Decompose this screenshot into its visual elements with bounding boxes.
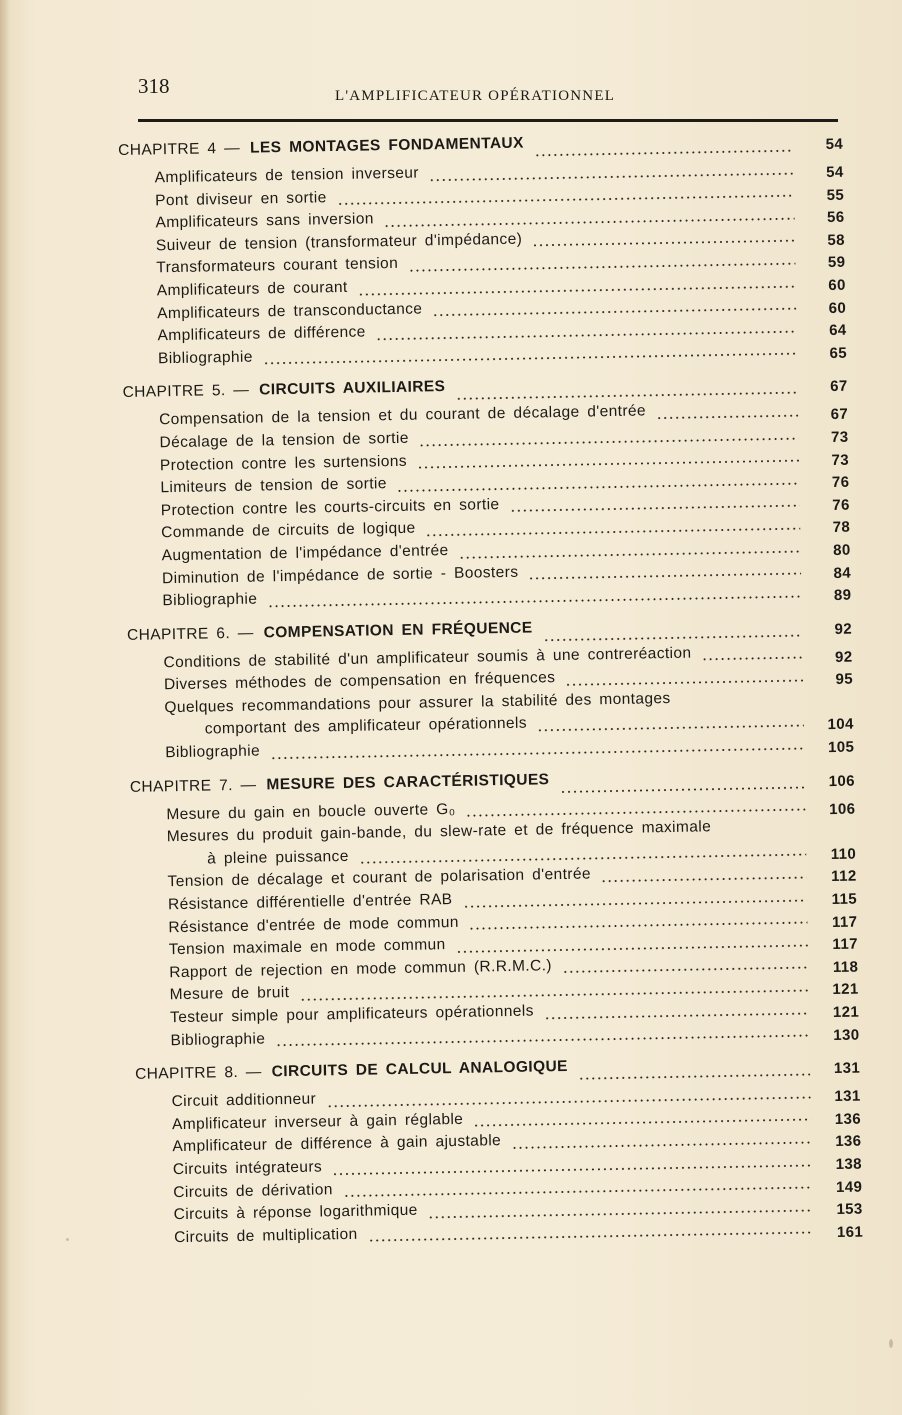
toc-entry-title: Amplificateur inverseur à gain réglable <box>171 1110 464 1133</box>
chapter-label: CHAPITRE 4 — <box>118 139 241 159</box>
toc-entry-title: Mesure de bruit <box>169 984 290 1004</box>
dot-leader <box>263 353 797 365</box>
toc-entry-title: Bibliographie <box>170 1030 266 1049</box>
toc-entry-page: 73 <box>830 428 849 446</box>
dot-leader <box>560 786 805 792</box>
toc-entry-page: 89 <box>833 586 852 605</box>
dot-leader <box>543 634 802 641</box>
chapter-page: 92 <box>834 620 853 638</box>
toc-entry-page: 130 <box>833 1026 860 1044</box>
dot-leader <box>562 967 808 974</box>
toc-entry-page: 110 <box>830 845 857 863</box>
dot-leader <box>397 482 800 491</box>
chapter-title: CIRCUITS AUXILIAIRES <box>259 378 446 399</box>
toc-entry-page: 136 <box>835 1132 862 1151</box>
dot-leader <box>511 1141 811 1149</box>
toc-entry-title: Amplificateurs sans inversion <box>155 210 374 232</box>
toc-entry-page: 131 <box>834 1087 861 1106</box>
chapter-block <box>122 369 851 616</box>
toc-entry-page: 115 <box>831 890 858 909</box>
toc-entry-title: Amplificateurs de transconductance <box>157 300 423 322</box>
toc-entry-title: Diverses méthodes de compensation en fréquences <box>163 669 556 694</box>
dot-leader <box>459 550 801 558</box>
toc-entry-page: 136 <box>834 1110 862 1128</box>
toc-entry-title: Circuits à réponse logarithmique <box>173 1201 418 1224</box>
dot-leader <box>275 1035 809 1047</box>
dot-leader <box>534 150 793 157</box>
toc-entry-page: 121 <box>832 1003 860 1022</box>
book-title: L'AMPLIFICATEUR OPÉRATIONNEL <box>335 88 616 104</box>
chapter-label: CHAPITRE 7. — <box>129 776 257 796</box>
toc-entry-page: 104 <box>827 716 854 734</box>
toc-entry-page: 67 <box>830 406 849 424</box>
chapter-page: 54 <box>825 135 844 154</box>
toc-entry-page: 60 <box>828 276 846 294</box>
toc-entry-page: 58 <box>827 231 846 249</box>
dot-leader <box>426 527 801 536</box>
dot-leader <box>419 437 799 446</box>
toc-entry-page: 54 <box>826 163 844 182</box>
toc-entry-title: Amplificateurs de tension inverseur <box>154 164 420 187</box>
chapter-block <box>130 763 860 1055</box>
toc-entry-title: Pont diviseur en sortie <box>154 188 327 209</box>
chapter-label: CHAPITRE 6. — <box>126 624 254 644</box>
toc-entry-title: Amplificateur de différence à gain ajustable <box>172 1132 502 1156</box>
toc-entry-title: Protection contre les surtensions <box>159 452 408 474</box>
chapter-title: COMPENSATION EN FRÉQUENCE <box>263 619 533 642</box>
chapter-page: 106 <box>828 772 856 790</box>
toc-entry-title: Circuits de multiplication <box>173 1225 358 1246</box>
toc-entry-page: 118 <box>832 958 859 976</box>
chapter-block <box>118 127 847 374</box>
toc-entry-page: 138 <box>835 1155 863 1173</box>
toc-entry-title: Circuits de dérivation <box>173 1180 333 1201</box>
dot-leader <box>429 172 794 181</box>
toc-entry-title: Résistance différentielle d'entrée RAB <box>167 891 453 914</box>
toc-entry-page: 117 <box>832 935 859 954</box>
chapter-page: 131 <box>833 1059 861 1078</box>
toc-entry-title: Conditions de stabilité d'un amplificateur soumis à une contreréaction <box>163 644 692 671</box>
paper-stain <box>66 1238 69 1241</box>
page-number: 318 <box>138 74 170 98</box>
dot-leader <box>578 1074 810 1080</box>
toc-entry-title: Décalage de la tension de sortie <box>159 429 409 452</box>
dot-leader <box>510 505 800 512</box>
dot-leader <box>270 747 804 759</box>
toc-entry-page: 60 <box>828 299 847 317</box>
toc-entry-title: Quelques recommandations pour assurer la stabilité des montages <box>164 689 671 717</box>
running-head <box>138 74 838 104</box>
toc-entry-page: 117 <box>831 913 858 931</box>
toc-entry-page: 65 <box>829 344 848 362</box>
toc-entry-title: Suiveur de tension (transformateur d'impédance) <box>155 230 523 255</box>
dot-leader <box>384 217 795 227</box>
dot-leader <box>428 1209 813 1218</box>
dot-leader <box>408 263 795 272</box>
dot-leader <box>368 1232 813 1242</box>
toc-entry-title: comportant des amplificateur opérationnels <box>204 715 528 738</box>
toc-entry-page: 92 <box>834 648 853 666</box>
toc-entry-title: Protection contre les courts-circuits en sortie <box>160 495 500 519</box>
chapter-title: LES MONTAGES FONDAMENTAUX <box>249 134 524 157</box>
header-rule <box>138 119 838 122</box>
toc-entry-title: Résistance d'entrée de mode commun <box>168 913 460 936</box>
toc-entry-page: 121 <box>832 980 859 999</box>
dot-leader <box>565 679 803 685</box>
toc-entry-page: 76 <box>831 473 850 492</box>
table-of-contents <box>118 127 863 1261</box>
toc-entry-title: Commande de circuits de logique <box>161 519 416 542</box>
toc-entry-title: Bibliographie <box>157 348 253 368</box>
toc-entry-title: Circuits intégrateurs <box>172 1158 323 1179</box>
dot-leader <box>456 392 798 400</box>
toc-entry-title: Circuit additionneur <box>171 1090 317 1111</box>
dot-leader <box>267 595 801 607</box>
chapter-title: CIRCUITS DE CALCUL ANALOGIQUE <box>271 1058 568 1081</box>
chapter-title: MESURE DES CARACTÉRISTIQUES <box>266 770 550 794</box>
dot-leader <box>601 877 807 883</box>
dot-leader <box>432 308 796 317</box>
toc-entry-title: Amplificateurs de différence <box>157 323 366 345</box>
toc-entry-page: 56 <box>826 208 845 227</box>
toc-entry-page: 78 <box>832 518 851 537</box>
dot-leader <box>532 240 795 247</box>
toc-entry-title: Augmentation de l'impédance d'entrée <box>161 541 449 565</box>
dot-leader <box>473 1119 811 1127</box>
toc-entry-title: Limiteurs de tension de sortie <box>160 475 387 497</box>
toc-entry-page: 73 <box>831 451 850 469</box>
toc-entry-page: 59 <box>827 254 846 272</box>
toc-entry-page: 105 <box>827 738 855 757</box>
dot-leader <box>702 657 803 661</box>
paper-stain <box>889 1339 893 1348</box>
dot-leader <box>537 725 804 732</box>
toc-entry-page: 80 <box>832 541 851 559</box>
toc-entry-title: Amplificateurs de courant <box>156 278 348 300</box>
toc-entry-page: 55 <box>826 186 845 204</box>
dot-leader <box>463 899 807 907</box>
toc-entry-title: Transformateurs courant tension <box>156 255 399 277</box>
dot-leader <box>466 809 806 817</box>
toc-entry-title: Compensation de la tension et du courant de décalage d'entrée <box>158 402 647 429</box>
toc-entry-page: 64 <box>828 321 847 340</box>
dot-leader <box>456 944 808 952</box>
toc-entry-title: à pleine puissance <box>207 847 349 868</box>
toc-entry-title: Diminution de l'impédance de sortie - Boosters <box>161 563 519 587</box>
toc-entry-page: 149 <box>835 1178 863 1196</box>
toc-entry-page: 153 <box>836 1200 863 1219</box>
toc-entry-title: Mesure du gain en boucle ouverte G₀ <box>166 800 456 823</box>
dot-leader <box>544 1012 809 1019</box>
toc-entry-title: Bibliographie <box>165 742 261 762</box>
toc-entry-page: 95 <box>835 670 854 689</box>
toc-entry-page: 84 <box>833 564 852 582</box>
chapter-page: 67 <box>829 378 848 396</box>
chapter-block <box>135 1051 863 1252</box>
chapter-label: CHAPITRE 5. — <box>122 381 250 402</box>
chapter-label: CHAPITRE 8. — <box>134 1063 262 1084</box>
toc-entry-page: 76 <box>832 496 850 514</box>
toc-entry-title: Mesures du produit gain-bande, du slew-rate et de fréquence maximale <box>166 818 712 846</box>
toc-entry-page: 161 <box>836 1223 864 1241</box>
toc-entry-title: Rapport de rejection en mode commun (R.R.M.C.) <box>169 957 553 982</box>
toc-entry-title: Tension de décalage et courant de polarisation d'entrée <box>167 865 592 891</box>
dot-leader <box>528 573 801 580</box>
toc-entry-page: 112 <box>831 868 857 886</box>
toc-entry-title: Bibliographie <box>162 590 258 610</box>
toc-entry-title: Testeur simple pour amplificateurs opérationnels <box>169 1002 534 1027</box>
dot-leader <box>656 415 798 420</box>
dot-leader <box>417 460 799 469</box>
toc-entry-title: Tension maximale en mode commun <box>168 936 446 959</box>
toc-entry-page: 106 <box>828 800 856 818</box>
chapter-block <box>127 611 854 767</box>
dot-leader <box>469 922 807 930</box>
